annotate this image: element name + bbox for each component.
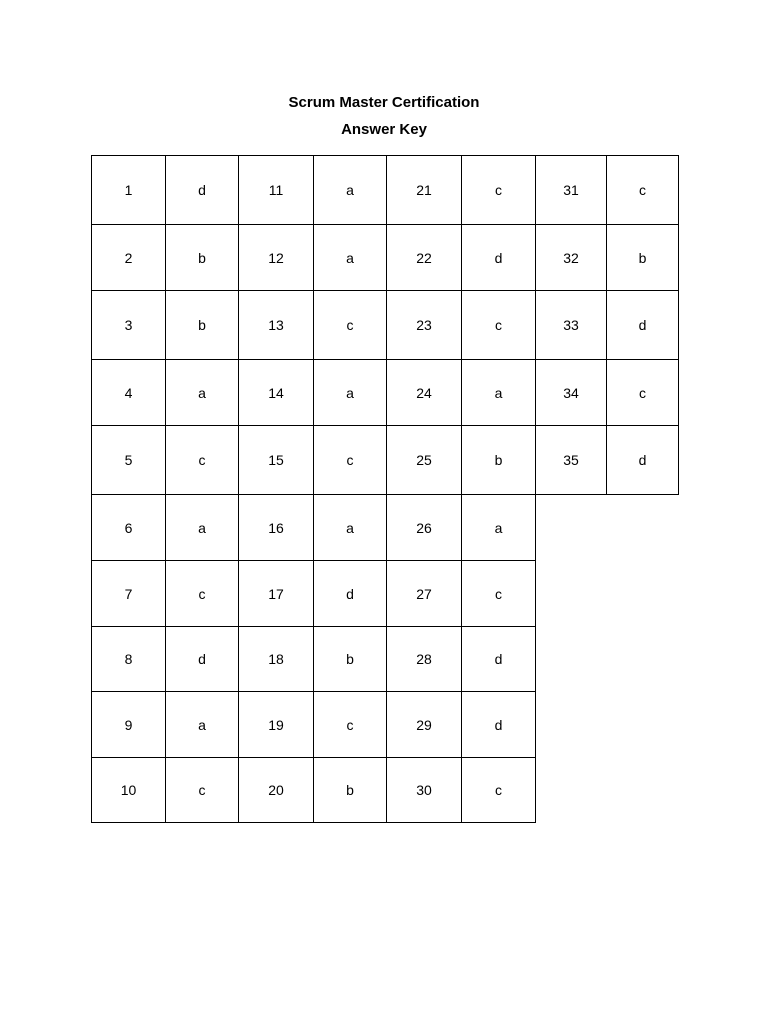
answer-cell: a xyxy=(461,494,536,561)
question-number-cell: 14 xyxy=(238,359,314,426)
answer-cell: c xyxy=(313,425,387,495)
answer-cell: b xyxy=(313,626,387,692)
question-number-cell: 35 xyxy=(535,425,607,495)
question-number-cell: 12 xyxy=(238,224,314,291)
question-number-cell: 16 xyxy=(238,494,314,561)
question-number-cell: 8 xyxy=(91,626,166,692)
answer-cell: c xyxy=(165,757,239,823)
answer-cell: c xyxy=(313,691,387,758)
answer-cell: a xyxy=(313,359,387,426)
answer-cell: d xyxy=(606,290,679,360)
answer-cell: a xyxy=(313,494,387,561)
answer-cell: d xyxy=(165,155,239,225)
question-number-cell: 34 xyxy=(535,359,607,426)
question-number-cell: 32 xyxy=(535,224,607,291)
document-subtitle: Answer Key xyxy=(341,121,427,138)
answer-cell: a xyxy=(313,155,387,225)
question-number-cell: 15 xyxy=(238,425,314,495)
question-number-cell: 18 xyxy=(238,626,314,692)
answer-cell: a xyxy=(313,224,387,291)
question-number-cell: 9 xyxy=(91,691,166,758)
answer-cell: a xyxy=(461,359,536,426)
question-number-cell: 7 xyxy=(91,560,166,627)
question-number-cell: 27 xyxy=(386,560,462,627)
answer-cell: c xyxy=(165,560,239,627)
answer-cell: b xyxy=(313,757,387,823)
question-number-cell: 13 xyxy=(238,290,314,360)
answer-cell: d xyxy=(461,224,536,291)
question-number-cell: 31 xyxy=(535,155,607,225)
question-number-cell: 17 xyxy=(238,560,314,627)
question-number-cell: 22 xyxy=(386,224,462,291)
question-number-cell: 19 xyxy=(238,691,314,758)
answer-cell: c xyxy=(461,560,536,627)
answer-cell: c xyxy=(606,359,679,426)
question-number-cell: 2 xyxy=(91,224,166,291)
question-number-cell: 4 xyxy=(91,359,166,426)
question-number-cell: 21 xyxy=(386,155,462,225)
question-number-cell: 25 xyxy=(386,425,462,495)
question-number-cell: 29 xyxy=(386,691,462,758)
question-number-cell: 3 xyxy=(91,290,166,360)
answer-cell: c xyxy=(461,757,536,823)
answer-cell: c xyxy=(606,155,679,225)
answer-cell: d xyxy=(165,626,239,692)
answer-cell: b xyxy=(606,224,679,291)
answer-cell: a xyxy=(165,691,239,758)
answer-cell: d xyxy=(461,691,536,758)
answer-cell: c xyxy=(461,155,536,225)
answer-cell: b xyxy=(165,290,239,360)
document-title: Scrum Master Certification xyxy=(288,94,480,111)
question-number-cell: 26 xyxy=(386,494,462,561)
answer-cell: c xyxy=(461,290,536,360)
question-number-cell: 6 xyxy=(91,494,166,561)
answer-cell: a xyxy=(165,359,239,426)
answer-cell: b xyxy=(461,425,536,495)
question-number-cell: 5 xyxy=(91,425,166,495)
answer-cell: d xyxy=(313,560,387,627)
question-number-cell: 28 xyxy=(386,626,462,692)
answer-cell: d xyxy=(461,626,536,692)
question-number-cell: 20 xyxy=(238,757,314,823)
question-number-cell: 23 xyxy=(386,290,462,360)
question-number-cell: 33 xyxy=(535,290,607,360)
question-number-cell: 30 xyxy=(386,757,462,823)
question-number-cell: 10 xyxy=(91,757,166,823)
answer-cell: d xyxy=(606,425,679,495)
answer-cell: c xyxy=(313,290,387,360)
question-number-cell: 1 xyxy=(91,155,166,225)
answer-cell: b xyxy=(165,224,239,291)
answer-cell: a xyxy=(165,494,239,561)
question-number-cell: 24 xyxy=(386,359,462,426)
answer-cell: c xyxy=(165,425,239,495)
question-number-cell: 11 xyxy=(238,155,314,225)
